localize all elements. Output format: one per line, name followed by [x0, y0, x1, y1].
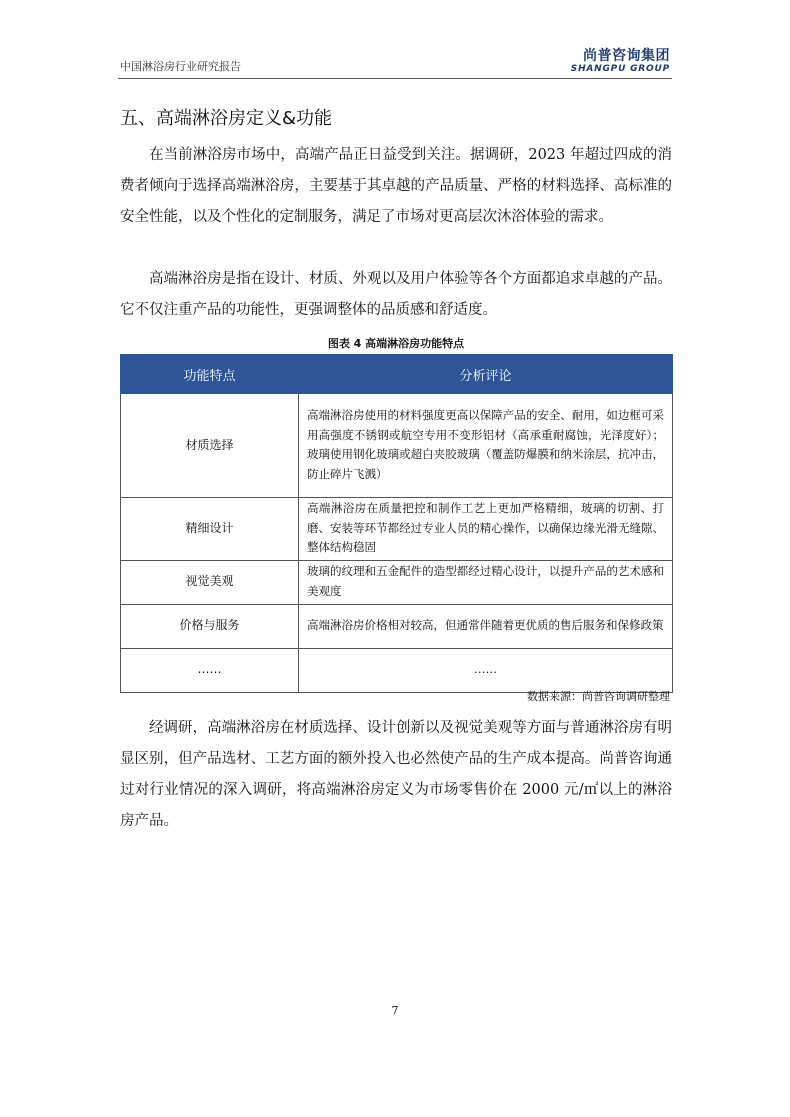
paragraph-intro: 在当前淋浴房市场中，高端产品正日益受到关注。据调研，2023 年超过四成的消费者倾向于选择高端淋浴房，主要基于其卓越的产品质量、严格的材料选择、高标准的安全性能，以及个性化的定制服务，满足了市场对更高层次沐浴体验的需求。: [120, 147, 672, 225]
comment-cell: ……: [299, 648, 673, 692]
table-caption: 图表 4 高端淋浴房功能特点: [327, 337, 465, 350]
data-source-note: 数据来源：尚普咨询调研整理: [527, 690, 670, 703]
page-number: 7: [391, 1004, 399, 1017]
table-row: [121, 604, 673, 648]
feature-cell: 精细设计: [121, 498, 299, 561]
comment-cell: 高端淋浴房在质量把控和制作工艺上更加严格精细，玻璃的切割、打磨、安装等环节都经过专业人员的精心操作，以确保边缘光滑无缝隙、整体结构稳固: [299, 498, 673, 561]
column-header-feature: 功能特点: [121, 355, 299, 394]
report-title: 中国淋浴房行业研究报告: [120, 60, 241, 73]
comment-cell: 玻璃的纹理和五金配件的造型都经过精心设计，以提升产品的艺术感和美观度: [299, 560, 673, 604]
table-row: [121, 648, 673, 692]
header-divider: [118, 78, 672, 79]
table-header-row: [121, 355, 673, 394]
table-row: [121, 498, 673, 561]
table-row: [121, 394, 673, 498]
paragraph-definition: 高端淋浴房是指在设计、材质、外观以及用户体验等各个方面都追求卓越的产品。它不仅注重产品的功能性，更强调整体的品质感和舒适度。: [120, 271, 672, 318]
brand-name-en: SHANGPU GROUP: [570, 64, 670, 74]
feature-cell: 价格与服务: [121, 604, 299, 648]
comment-cell: 高端淋浴房使用的材料强度更高以保障产品的安全、耐用，如边框可采用高强度不锈钢或航空专用不变形铝材（高承重耐腐蚀，光泽度好）；玻璃使用钢化玻璃或超白夹胶玻璃（覆盖防爆膜和纳米涂层，抗冲击，防止碎片飞溅）: [299, 394, 673, 498]
table-row: [121, 560, 673, 604]
section-heading: 五、高端淋浴房定义&功能: [120, 108, 333, 129]
paragraph-conclusion: 经调研，高端淋浴房在材质选择、设计创新以及视觉美观等方面与普通淋浴房有明显区别，但产品选材、工艺方面的额外投入也必然使产品的生产成本提高。尚普咨询通过对行业情况的深入调研，将高端淋浴房定义为市场零售价在 2000 元/㎡以上的淋浴房产品。: [120, 720, 672, 829]
feature-cell: ……: [121, 648, 299, 692]
column-header-comment: 分析评论: [299, 355, 673, 394]
feature-table: [120, 354, 673, 693]
feature-cell: 材质选择: [121, 394, 299, 498]
brand-name-cn: 尚普咨询集团: [583, 48, 670, 64]
brand-logo: [571, 48, 670, 75]
feature-cell: 视觉美观: [121, 560, 299, 604]
comment-cell: 高端淋浴房价格相对较高，但通常伴随着更优质的售后服务和保修政策: [299, 604, 673, 648]
